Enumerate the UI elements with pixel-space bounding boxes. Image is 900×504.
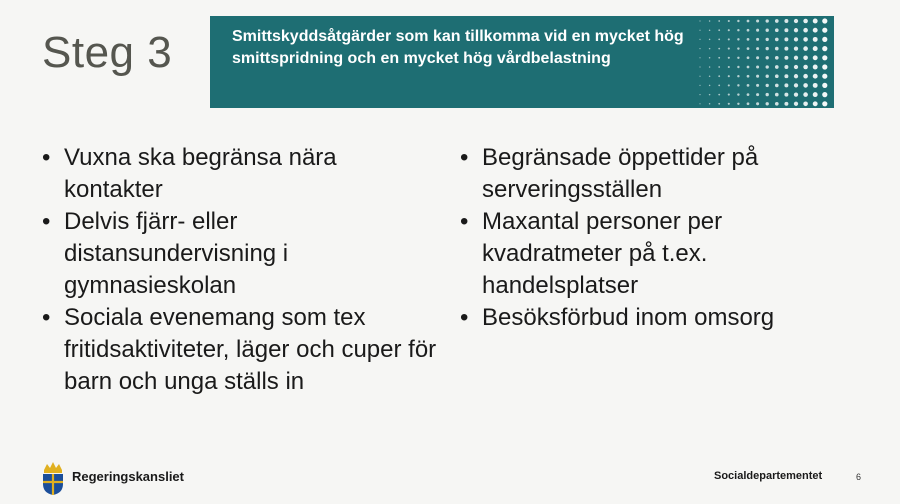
crown-shield-icon <box>40 460 66 496</box>
right-bullet-list <box>458 142 858 334</box>
list-item <box>458 206 858 302</box>
bullet-glyph: • <box>42 144 51 171</box>
bullet-glyph: • <box>460 304 469 331</box>
step-title: Steg 3 <box>42 28 173 77</box>
organization-name: Regeringskansliet <box>72 469 184 484</box>
bullet-glyph: • <box>42 304 51 331</box>
bullet-text: Begränsade öppettider på serveringsställen <box>482 144 759 203</box>
department-name: Socialdepartementet <box>714 470 823 482</box>
list-item <box>458 142 858 206</box>
bullet-text: Sociala evenemang som tex fritidsaktiviteter, läger och cuper för barn och unga ställs in <box>64 304 437 395</box>
bullet-glyph: • <box>460 208 469 235</box>
dot-pattern-icon <box>694 16 834 108</box>
list-item <box>40 206 440 302</box>
bullet-text: Besöksförbud inom omsorg <box>482 304 775 331</box>
list-item <box>40 142 440 206</box>
bullet-text: Vuxna ska begränsa nära kontakter <box>64 144 337 203</box>
banner-title: Smittskyddsåtgärder som kan tillkomma vid en mycket hög smittspridning och en mycket hög vårdbelastning <box>232 28 684 67</box>
page-number: 6 <box>856 472 862 482</box>
list-item <box>40 302 440 398</box>
title-banner <box>210 16 834 108</box>
list-item <box>458 302 858 334</box>
bullet-glyph: • <box>42 208 51 235</box>
bullet-text: Maxantal personer per kvadratmeter på t.ex. handelsplatser <box>482 208 723 299</box>
left-bullet-list <box>40 142 440 398</box>
bullet-glyph: • <box>460 144 469 171</box>
bullet-text: Delvis fjärr- eller distansundervisning i gymnasieskolan <box>64 208 289 299</box>
